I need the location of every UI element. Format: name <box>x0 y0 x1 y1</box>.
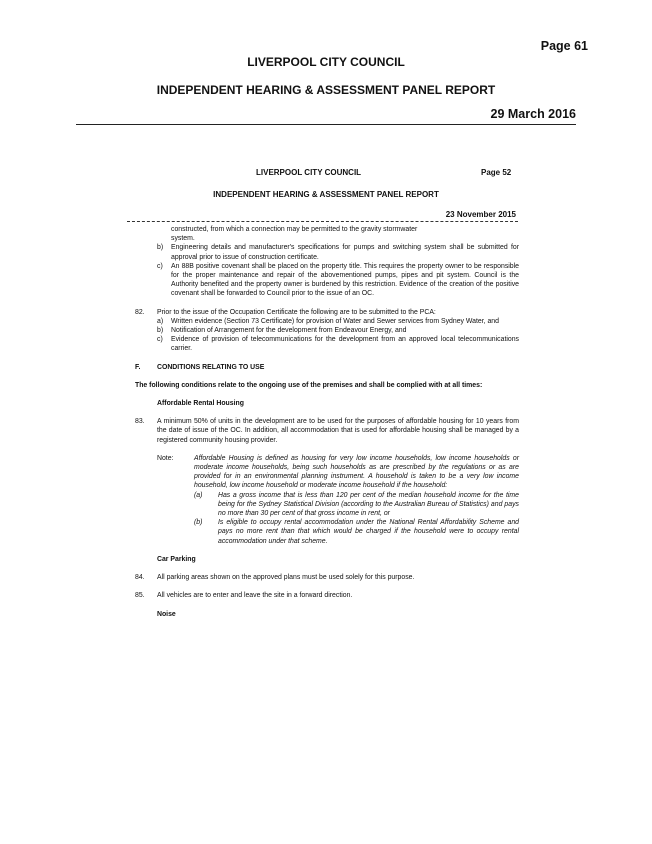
outer-report-title: INDEPENDENT HEARING & ASSESSMENT PANEL REPORT <box>156 83 496 97</box>
outer-report-date: 29 March 2016 <box>490 107 576 121</box>
condition-82-item-a: a) Written evidence (Section 73 Certificate) for provision of Water and Sewer services from Sydney Water, and <box>157 317 499 325</box>
outer-header-rule <box>76 124 576 125</box>
conditions-intro: The following conditions relate to the ongoing use of the premises and shall be complied with at all times: <box>135 381 483 389</box>
subheading-noise: Noise <box>157 610 176 618</box>
note-item-a: (a) Has a gross income that is less than 120 per cent of the median household income for the time being for the Sydney Statistical Division (according to the Australian Bureau of Statistics) and pays no more than 30 per cent of that gross income in rent, or <box>194 491 519 518</box>
note-item-b: (b) Is eligible to occupy rental accommodation under the National Rental Affordability Scheme and pays no more rent than that which would be charged if the household were to occupy rental accommodation under that scheme. <box>194 519 519 545</box>
continued-text <box>135 225 519 243</box>
condition-84: 84. All parking areas shown on the approved plans must be used solely for this purpose. <box>135 574 415 582</box>
condition-82: 82. Prior to the issue of the Occupation Certificate the following are to be submitted to the PCA: <box>135 308 436 316</box>
condition-82-item-c: c) Evidence of provision of telecommunications for the development from an approved local telecommunications carrier. <box>157 336 519 353</box>
inner-header-rule <box>127 221 518 222</box>
subheading-affordable-housing: Affordable Rental Housing <box>157 400 244 408</box>
outer-council-title: LIVERPOOL CITY COUNCIL <box>247 55 405 69</box>
inner-report-title: INDEPENDENT HEARING & ASSESSMENT PANEL REPORT <box>213 190 439 199</box>
document-body <box>135 225 519 619</box>
condition-81-item-b: b) Engineering details and manufacturer's specifications for pumps and switching system shall be submitted for approval prior to issue of construction certificate. <box>157 244 519 261</box>
inner-council-title: LIVERPOOL CITY COUNCIL <box>256 168 362 177</box>
affordable-housing-note: Note: Affordable Housing is defined as housing for very low income households, low income households or moderate income households, being such households as are prescribed by the regulations or as are provided for in an environmental planning instrument. A household is taken to be a very low income household, low income household or moderate income household if the household: <box>157 454 519 490</box>
continued-line-2: system. <box>171 235 195 243</box>
subheading-car-parking: Car Parking <box>157 555 196 563</box>
condition-82-item-b: b) Notification of Arrangement for the development from Endeavour Energy, and <box>157 327 407 335</box>
condition-81-item-c: c) An 88B positive covenant shall be placed on the property title. This requires the property owner to be responsible for the proper maintenance and repair of the abovementioned pumps, pipes and pit system. Council is the Authority benefited and the property owner is burdened by this restriction. Evidence of the creation of the positive covenant shall be forwarded to Council prior to the issue of an OC. <box>157 262 519 298</box>
inner-page-number: Page 52 <box>481 168 512 177</box>
condition-85: 85. All vehicles are to enter and leave the site in a forward direction. <box>135 592 353 600</box>
outer-page-number: Page 61 <box>540 39 588 53</box>
section-f-heading: F. CONDITIONS RELATING TO USE <box>135 363 265 371</box>
continued-line-1: constructed, from which a connection may be permitted to the gravity stormwater <box>171 226 418 233</box>
inner-report-date: 23 November 2015 <box>445 210 516 219</box>
condition-83: 83. A minimum 50% of units in the development are to be used for the purposes of affordable housing for 10 years from the date of issue of the OC. In addition, all accommodation that is used for affordable housing shall be managed by a registered community housing provider. <box>135 418 519 444</box>
